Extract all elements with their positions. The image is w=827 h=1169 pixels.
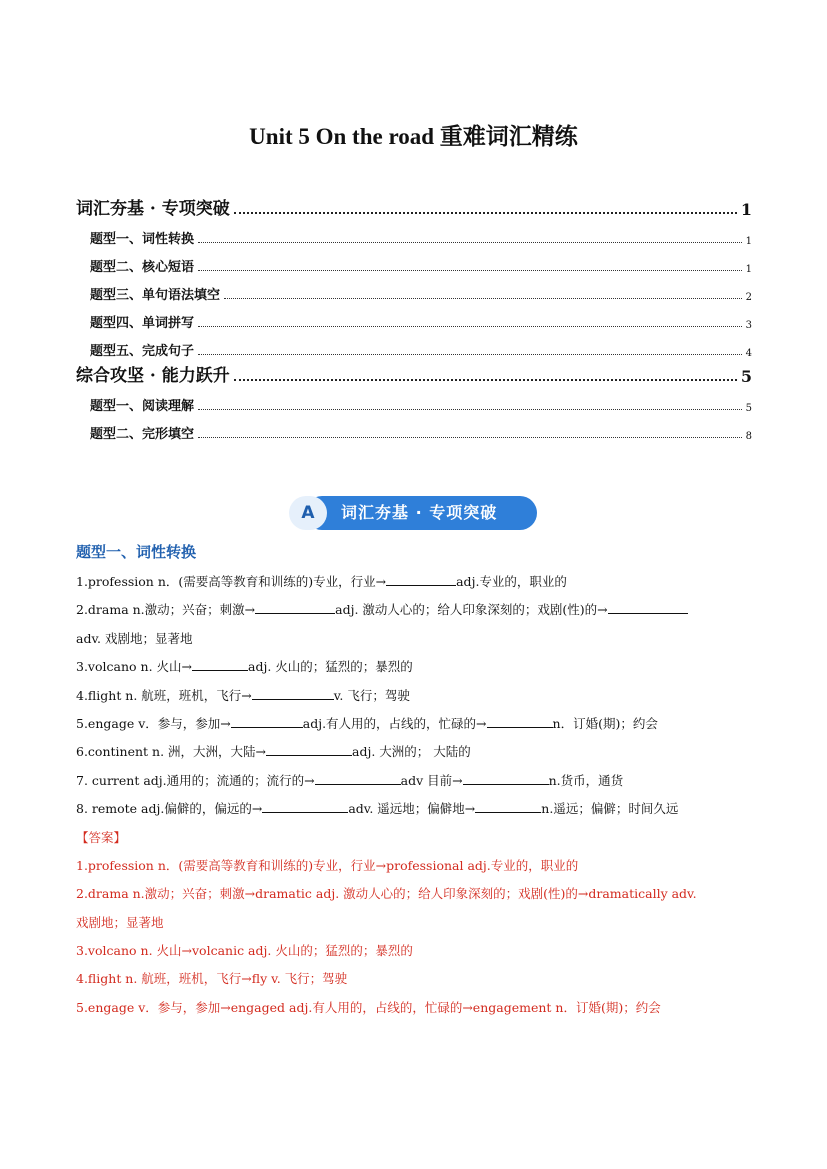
toc-item-label: 题型五、完成句子 xyxy=(90,344,195,359)
question-text: 8. remote adj.偏僻的，偏远的→ xyxy=(76,801,263,817)
answer-blank[interactable] xyxy=(255,600,335,614)
toc-item[interactable] xyxy=(76,331,752,359)
answer-4: 4.flight n. 航班，班机，飞行→fly v. 飞行；驾驶 xyxy=(76,971,348,987)
toc-page-number: 5 xyxy=(740,367,752,386)
toc-page-number: 4 xyxy=(745,348,752,359)
question-1 xyxy=(76,572,755,600)
answer-blank[interactable] xyxy=(475,799,541,813)
toc-page-number: 1 xyxy=(745,264,752,275)
toc-item[interactable] xyxy=(76,303,752,331)
toc-page-number: 1 xyxy=(740,200,752,219)
toc-leader xyxy=(198,269,742,271)
answer-blank[interactable] xyxy=(463,771,549,785)
question-5 xyxy=(76,714,755,742)
toc-leader xyxy=(198,241,742,243)
toc-item[interactable] xyxy=(76,219,752,247)
toc-page-number: 2 xyxy=(745,292,752,303)
question-text: n.遥远；偏僻；时间久远 xyxy=(541,801,679,817)
toc-leader xyxy=(224,297,742,299)
toc-section-2[interactable] xyxy=(76,359,752,386)
question-text: 7. current adj.通用的；流通的；流行的→ xyxy=(76,772,315,788)
section-banner xyxy=(289,496,537,530)
question-text: n.货币，通货 xyxy=(548,772,624,788)
answer-blank[interactable] xyxy=(262,799,348,813)
toc-page-number: 3 xyxy=(745,320,752,331)
answer-label: 【答案】 xyxy=(76,829,127,845)
answer-blank[interactable] xyxy=(608,600,688,614)
toc-item-label: 题型四、单词拼写 xyxy=(90,316,195,331)
toc-section-label: 综合攻坚 · 能力跃升 xyxy=(76,366,230,386)
exercise-body xyxy=(76,572,755,1026)
answer-blank[interactable] xyxy=(252,686,334,700)
question-4 xyxy=(76,686,755,714)
answer-3: 3.volcano n. 火山→volcanic adj. 火山的；猛烈的；暴烈的 xyxy=(76,943,413,959)
question-text: adv 目前→ xyxy=(400,772,463,788)
question-text: adj. 火山的；猛烈的；暴烈的 xyxy=(248,659,413,675)
toc-page-number: 5 xyxy=(745,403,752,414)
question-2-cont xyxy=(76,629,755,657)
answer-blank[interactable] xyxy=(487,714,553,728)
toc-leader xyxy=(234,211,737,214)
question-8 xyxy=(76,799,755,827)
question-text: 5.engage v．参与，参加→ xyxy=(76,715,231,731)
table-of-contents xyxy=(76,192,752,442)
answer-blank[interactable] xyxy=(192,657,248,671)
question-text: adv. 戏剧地；显著地 xyxy=(76,630,193,646)
answer-blank[interactable] xyxy=(266,742,352,756)
question-text: 4.flight n. 航班，班机，飞行→ xyxy=(76,687,252,703)
question-text: 3.volcano n. 火山→ xyxy=(76,659,192,675)
toc-item-label: 题型二、完形填空 xyxy=(90,427,195,442)
question-3 xyxy=(76,657,755,685)
toc-item-label: 题型一、词性转换 xyxy=(90,232,195,247)
toc-item[interactable] xyxy=(76,247,752,275)
toc-item[interactable] xyxy=(76,275,752,303)
toc-page-number: 8 xyxy=(745,431,752,442)
question-7 xyxy=(76,771,755,799)
toc-item-label: 题型一、阅读理解 xyxy=(90,399,195,414)
answer-1: 1.profession n．(需要高等教育和训练的)专业，行业→professional adj.专业的，职业的 xyxy=(76,857,579,873)
question-text: n．订婚(期)；约会 xyxy=(552,715,658,731)
question-text: adv. 遥远地；偏僻地→ xyxy=(348,801,476,817)
answer-blank[interactable] xyxy=(231,714,303,728)
page-title: Unit 5 On the road 重难词汇精练 xyxy=(249,124,578,149)
answer-5: 5.engage v．参与，参加→engaged adj.有人用的，占线的，忙碌的→engagement n．订婚(期)；约会 xyxy=(76,999,661,1015)
toc-section-label: 词汇夯基 · 专项突破 xyxy=(76,199,230,219)
toc-leader xyxy=(198,325,742,327)
banner-text: 词汇夯基 · 专项突破 xyxy=(341,503,498,522)
answer-blank[interactable] xyxy=(386,572,456,586)
toc-item[interactable] xyxy=(76,386,752,414)
answer-2: 2.drama n.激动；兴奋；刺激→dramatic adj. 激动人心的；给人印象深刻的；戏剧(性)的→dramatically adv. xyxy=(76,886,697,902)
question-text: adj.有人用的，占线的，忙碌的→ xyxy=(302,715,487,731)
toc-item[interactable] xyxy=(76,414,752,442)
toc-leader xyxy=(198,436,742,438)
toc-leader xyxy=(234,378,737,381)
question-2 xyxy=(76,600,755,628)
question-text: adj.专业的，职业的 xyxy=(456,574,567,589)
question-text: 1.profession n．(需要高等教育和训练的)专业，行业→ xyxy=(76,574,387,589)
question-text: 2.drama n.激动；兴奋；刺激→ xyxy=(76,602,256,618)
toc-item-label: 题型二、核心短语 xyxy=(90,260,195,275)
section-heading: 题型一、词性转换 xyxy=(76,543,197,561)
answer-blank[interactable] xyxy=(315,771,401,785)
question-text: v. 飞行；驾驶 xyxy=(333,687,410,703)
banner-badge: A xyxy=(289,496,327,530)
question-text: adj. 大洲的； 大陆的 xyxy=(352,744,471,760)
toc-page-number: 1 xyxy=(745,236,752,247)
answer-2-cont: 戏剧地；显著地 xyxy=(76,914,164,930)
question-text: 6.continent n. 洲，大洲，大陆→ xyxy=(76,744,266,760)
toc-item-label: 题型三、单句语法填空 xyxy=(90,288,221,303)
toc-section-1[interactable] xyxy=(76,192,752,219)
toc-leader xyxy=(198,408,742,410)
question-6 xyxy=(76,742,755,770)
question-text: adj. 激动人心的；给人印象深刻的；戏剧(性)的→ xyxy=(335,602,608,618)
toc-leader xyxy=(198,353,742,355)
